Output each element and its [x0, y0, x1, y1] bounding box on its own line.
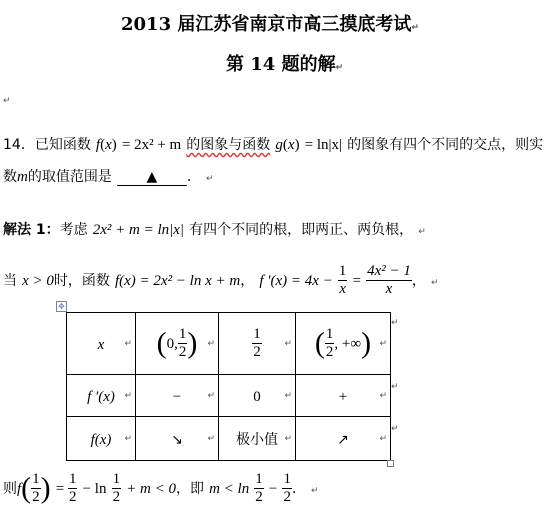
header-interval-left: (0, $\frac{1}{2}$ ) ↵	[136, 313, 219, 375]
problem-mid-text: 的图象与函数	[186, 137, 271, 153]
title-line-1: 2013 届江苏省南京市高三摸底考试↵	[121, 14, 419, 35]
row-end-mark: ↵	[391, 318, 399, 328]
problem-tail-text: 的图象有四个不同的交点，则实	[347, 137, 544, 153]
header-half: $\frac{1}{2}$ ↵	[219, 313, 296, 375]
fx-definition: = 2x² + m	[121, 137, 182, 153]
paragraph-mark: ↵	[411, 23, 419, 33]
answer-blank	[117, 166, 187, 186]
row-end-mark: ↵	[391, 424, 399, 434]
table-resize-handle[interactable]	[387, 460, 394, 467]
empty-paragraph: ↵	[3, 96, 11, 106]
derivative-sign-left: − ↵	[136, 375, 219, 417]
derivative-zero: 0 ↵	[219, 375, 296, 417]
local-minimum-label: 极小值 ↵	[219, 417, 296, 461]
conclusion-line: 则f( $\frac{1}{2}$ ) = $\frac{1}{2}$ − ln $\frac{1}{2}$ + m < 0，即 m < ln $\frac{1}{2}$ − $\frac{1}{2}$ ． ↵	[3, 471, 319, 505]
row-function-label: f(x) ↵	[67, 417, 136, 461]
problem-number: 14．已知函数	[3, 137, 91, 153]
row-derivative-label: f ′(x) ↵	[67, 375, 136, 417]
solution-line-1: 解法 1：考虑 2x² + m = ln|x| 有四个不同的根，即两正、两负根， ↵	[3, 222, 426, 238]
fraction-1-over-x: $\frac{1}{x}$	[338, 263, 347, 297]
header-x: x ↵	[67, 313, 136, 375]
table-move-handle[interactable]: ✥	[56, 301, 67, 312]
problem-line-1: 14．已知函数 f(x) = 2x² + m 的图象与函数 g(x) = ln|x| 的图象有四个不同的交点，则实	[3, 137, 544, 153]
fraction-derivative: $\frac{\text{4x² − 1}}{x}$	[367, 263, 411, 297]
paragraph-mark: ↵	[335, 63, 344, 73]
header-interval-right: ( $\frac{1}{2}$ , +∞) ↵	[296, 313, 391, 375]
row-end-mark: ↵	[391, 382, 399, 392]
problem-line-2: 数m的取值范围是 ▲ ． ↵	[3, 166, 214, 186]
solution-equation: 2x² + m = ln|x|	[92, 222, 185, 238]
variation-table	[66, 312, 391, 461]
derivative-expression: f ′(x) = 4x −	[259, 273, 333, 289]
solution-line-2: 当 x > 0时，函数 f(x) = 2x² − ln x + m， f ′(x) = 4x − $\frac{1}{x}$ = $\frac{\text{4x² − 1}}{x}$ ， ↵	[3, 263, 439, 297]
increasing-arrow-icon: ↗ ↵	[296, 417, 391, 461]
title-line-2: 第 14 题的解↵	[226, 54, 344, 75]
derivative-sign-right: + ↵	[296, 375, 391, 417]
triangle-icon: ▲	[146, 169, 158, 185]
decreasing-arrow-icon: ↘ ↵	[136, 417, 219, 461]
function-expression: f(x) = 2x² − ln x + m	[114, 273, 241, 289]
gx-definition: = ln|x|	[304, 137, 343, 153]
math-f: f	[95, 137, 101, 153]
solution-label: 解法 1：	[3, 222, 60, 238]
